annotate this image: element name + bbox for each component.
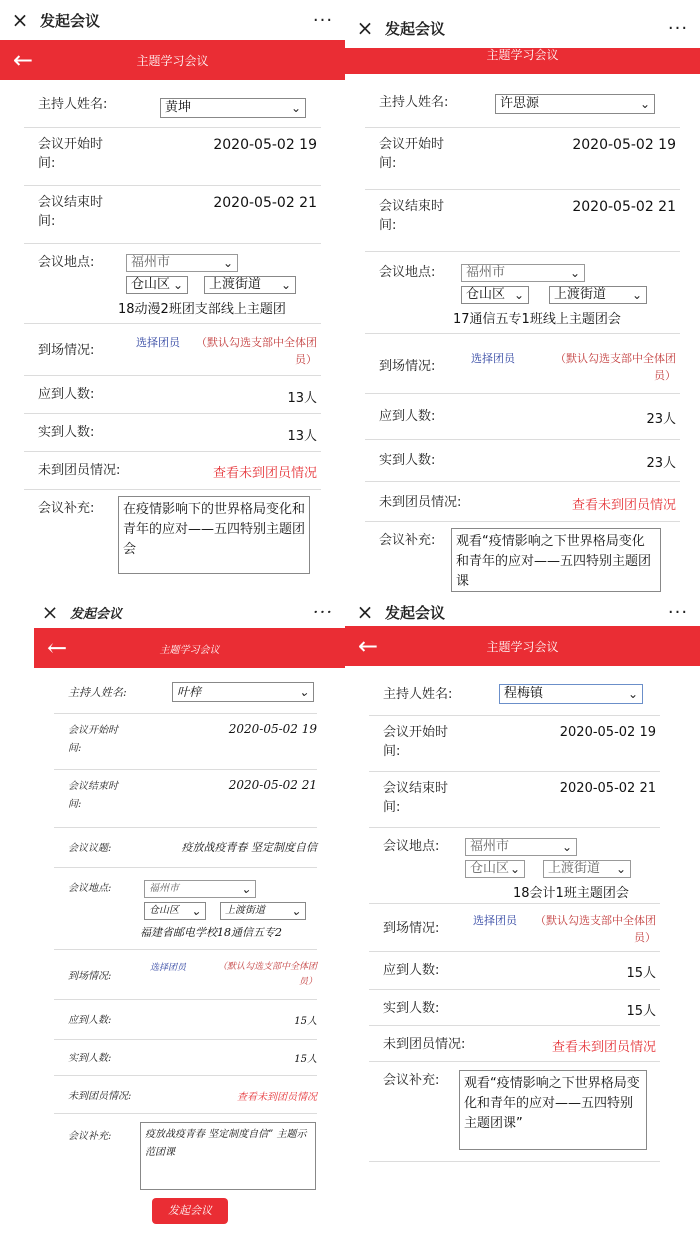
actual-count-value: 15人 xyxy=(626,1004,656,1019)
absent-label: 未到团员情况: xyxy=(379,495,462,510)
location-row xyxy=(365,252,680,334)
default-note xyxy=(218,960,317,990)
supplement-textarea[interactable]: 观看“疫情影响之下世界格局变化和青年的应对——五四特别主题团课 xyxy=(451,528,661,592)
location-input[interactable]: 17通信五专1班线上主题团会 xyxy=(453,312,621,327)
supplement-textarea[interactable]: 疫放战疫青春 坚定制度自信” 主题示范团课 xyxy=(140,1122,316,1190)
chevron-down-icon: ⌄ xyxy=(631,288,642,302)
street-value: 上渡街道 xyxy=(209,277,262,292)
end-time-row xyxy=(369,772,660,828)
default-note xyxy=(196,334,317,368)
close-icon[interactable]: × xyxy=(11,8,29,32)
default-note xyxy=(535,912,656,946)
location-row xyxy=(24,244,321,324)
expected-count-row xyxy=(54,1000,317,1040)
supplement-row xyxy=(54,1114,317,1234)
street-select[interactable] xyxy=(204,276,296,294)
start-time-label: 会议开始时 xyxy=(379,137,445,152)
select-members-link[interactable]: 选择团员 xyxy=(150,963,187,973)
start-time-row xyxy=(54,714,317,770)
city-select[interactable] xyxy=(461,264,585,282)
select-members-link[interactable]: 选择团员 xyxy=(136,336,180,349)
attendance-label: 到场情况: xyxy=(68,971,112,982)
actual-count-row xyxy=(369,990,660,1026)
location-input[interactable]: 18会计1班主题团会 xyxy=(513,886,629,901)
meeting-form xyxy=(365,76,680,602)
back-arrow-icon[interactable]: ← xyxy=(46,634,68,662)
expected-count-row xyxy=(369,952,660,990)
location-row xyxy=(369,828,660,904)
start-time-row xyxy=(24,128,321,186)
view-absent-link[interactable]: 查看未到团员情况 xyxy=(551,1040,656,1055)
supplement-textarea[interactable]: 在疫情影响下的世界格局变化和青年的应对——五四特别主题团会 xyxy=(118,496,310,574)
start-time-row xyxy=(369,716,660,772)
header-title: 主题学习会议 xyxy=(486,48,559,62)
more-icon[interactable]: ··· xyxy=(312,601,334,623)
actual-count-label: 实到人数: xyxy=(38,425,95,440)
default-note-line-2: 员） xyxy=(295,353,317,366)
host-row xyxy=(24,80,321,128)
default-note-line-1: （默认勾选支部中全体团 xyxy=(555,352,676,365)
end-time-value[interactable]: 2020-05-02 21 xyxy=(559,781,656,796)
city-value: 福州市 xyxy=(466,265,506,280)
street-value: 上渡街道 xyxy=(554,287,607,302)
default-note-line-2: 员） xyxy=(634,931,656,944)
supplement-row xyxy=(369,1062,660,1162)
top-bar xyxy=(0,0,345,40)
default-note-line-1: （默认勾选支部中全体团 xyxy=(217,962,317,972)
end-time-value[interactable]: 2020-05-02 21 xyxy=(228,778,317,792)
host-value: 程梅镇 xyxy=(504,686,544,701)
screenshot-panel-3 xyxy=(0,592,345,1217)
absent-label: 未到团员情况: xyxy=(68,1091,132,1102)
actual-count-label: 实到人数: xyxy=(68,1053,112,1064)
host-label: 主持人姓名: xyxy=(38,97,108,112)
absent-row xyxy=(54,1076,317,1114)
chevron-down-icon: ⌄ xyxy=(627,687,638,701)
host-select[interactable] xyxy=(172,682,314,702)
meeting-form xyxy=(54,674,317,1234)
end-time-label: 会议结束时 xyxy=(38,195,104,210)
supplement-label: 会议补充: xyxy=(383,1073,440,1088)
chevron-down-icon: ⌄ xyxy=(569,266,580,280)
city-value: 福州市 xyxy=(131,255,171,270)
city-value: 福州市 xyxy=(470,839,510,854)
supplement-label: 会议补充: xyxy=(68,1131,112,1142)
attendance-row xyxy=(24,324,321,376)
absent-row xyxy=(369,1026,660,1062)
header-bar xyxy=(0,40,345,80)
start-time-label: 会议开始时 xyxy=(383,725,449,740)
expected-count-value: 15人 xyxy=(626,966,656,981)
page-title: 发起会议 xyxy=(40,11,101,30)
host-row xyxy=(54,674,317,714)
end-time-label: 会议结束时 xyxy=(68,781,118,792)
chevron-down-icon: ⌄ xyxy=(172,278,183,292)
topic-value[interactable]: 疫放战疫青春 坚定制度自信 xyxy=(181,841,317,854)
view-absent-link[interactable]: 查看未到团员情况 xyxy=(571,498,676,513)
location-label: 会议地点: xyxy=(379,265,436,280)
end-time-label: 会议结束时 xyxy=(383,781,449,796)
chevron-down-icon: ⌄ xyxy=(509,862,520,876)
expected-count-row xyxy=(24,376,321,414)
more-icon[interactable]: ··· xyxy=(667,601,689,623)
page-title: 发起会议 xyxy=(385,19,446,38)
actual-count-label: 实到人数: xyxy=(379,453,436,468)
back-arrow-icon[interactable]: ← xyxy=(12,46,34,74)
chevron-down-icon: ⌄ xyxy=(240,882,251,896)
district-value: 仓山区 xyxy=(466,287,506,302)
end-time-value[interactable]: 2020-05-02 21 xyxy=(572,199,676,215)
host-value: 许思源 xyxy=(500,96,540,111)
start-time-value[interactable]: 2020-05-02 19 xyxy=(228,722,317,736)
attendance-row xyxy=(54,950,317,1000)
more-icon[interactable]: ··· xyxy=(667,17,689,39)
expected-count-row xyxy=(365,394,680,440)
chevron-down-icon: ⌄ xyxy=(280,278,291,292)
more-icon[interactable]: ··· xyxy=(312,9,334,31)
attendance-row xyxy=(369,904,660,952)
district-select[interactable] xyxy=(126,276,188,294)
supplement-row xyxy=(365,522,680,602)
chevron-down-icon: ⌄ xyxy=(290,904,301,918)
city-value: 福州市 xyxy=(149,883,179,894)
actual-count-value: 15人 xyxy=(294,1054,317,1065)
meeting-form xyxy=(24,80,321,590)
absent-row xyxy=(365,482,680,522)
end-time-label: 会议结束时 xyxy=(379,199,445,214)
topic-label: 会议议题: xyxy=(68,843,112,854)
header-title: 主题学习会议 xyxy=(159,644,220,656)
host-select[interactable] xyxy=(495,94,655,114)
close-icon[interactable]: × xyxy=(356,600,374,624)
absent-label: 未到团员情况: xyxy=(383,1037,466,1052)
street-select[interactable] xyxy=(543,860,631,878)
attendance-label: 到场情况: xyxy=(379,359,436,374)
host-row xyxy=(365,76,680,128)
start-time-label-2: 间: xyxy=(379,156,397,171)
start-time-label: 会议开始时 xyxy=(68,725,118,736)
host-select[interactable] xyxy=(160,98,306,118)
location-input[interactable]: 18动漫2班团支部线上主题团 xyxy=(118,302,286,317)
default-note-line-2: 员） xyxy=(654,369,676,382)
location-label: 会议地点: xyxy=(68,883,112,894)
host-value: 黄坤 xyxy=(165,100,192,115)
district-value: 仓山区 xyxy=(149,905,179,916)
screenshot-panel-4 xyxy=(345,592,700,1200)
absent-label: 未到团员情况: xyxy=(38,463,121,478)
host-select[interactable] xyxy=(499,684,643,704)
actual-count-row xyxy=(54,1040,317,1076)
expected-count-value: 13人 xyxy=(287,391,317,406)
supplement-textarea[interactable]: 观看“疫情影响之下世界格局变化和青年的应对——五四特别主题团课” xyxy=(459,1070,647,1150)
host-label: 主持人姓名: xyxy=(379,95,449,110)
default-note-line-1: （默认勾选支部中全体团 xyxy=(535,914,656,927)
district-select[interactable] xyxy=(144,902,206,920)
start-time-label-2: 间: xyxy=(383,744,401,759)
end-time-label-2: 间: xyxy=(68,799,82,810)
end-time-value[interactable]: 2020-05-02 21 xyxy=(213,195,317,211)
close-icon[interactable]: × xyxy=(356,16,374,40)
chevron-down-icon: ⌄ xyxy=(615,862,626,876)
attendance-row xyxy=(365,334,680,394)
host-label: 主持人姓名: xyxy=(383,687,453,702)
chevron-down-icon: ⌄ xyxy=(222,256,233,270)
screenshot-panel-1 xyxy=(0,0,345,592)
chevron-down-icon: ⌄ xyxy=(298,685,309,699)
topic-row xyxy=(54,828,317,868)
end-time-label-2: 间: xyxy=(383,800,401,815)
select-members-link[interactable]: 选择团员 xyxy=(473,914,517,927)
view-absent-link[interactable]: 查看未到团员情况 xyxy=(212,466,317,481)
screenshot-panel-2 xyxy=(345,0,700,592)
expected-count-value: 15人 xyxy=(294,1016,317,1027)
header-title: 主题学习会议 xyxy=(136,53,209,68)
city-select[interactable] xyxy=(144,880,256,898)
host-value: 叶梓 xyxy=(177,685,202,699)
start-time-value[interactable]: 2020-05-02 19 xyxy=(559,725,656,740)
street-value: 上渡街道 xyxy=(225,905,265,916)
chevron-down-icon: ⌄ xyxy=(290,101,301,115)
actual-count-row xyxy=(365,440,680,482)
meeting-form xyxy=(369,676,660,1162)
end-time-row xyxy=(365,190,680,252)
district-value: 仓山区 xyxy=(131,277,171,292)
end-time-row xyxy=(24,186,321,244)
absent-row xyxy=(24,452,321,490)
street-value: 上渡街道 xyxy=(548,861,601,876)
attendance-label: 到场情况: xyxy=(38,343,95,358)
start-time-row xyxy=(365,128,680,190)
expected-count-label: 应到人数: xyxy=(383,963,440,978)
header-bar xyxy=(345,626,700,666)
header-title: 主题学习会议 xyxy=(486,639,559,654)
header-bar xyxy=(345,48,700,74)
end-time-label-2: 间: xyxy=(379,218,397,233)
default-note-line-2: 员） xyxy=(298,977,317,987)
location-row xyxy=(54,868,317,950)
chevron-down-icon: ⌄ xyxy=(639,97,650,111)
actual-count-value: 13人 xyxy=(287,429,317,444)
actual-count-row xyxy=(24,414,321,452)
end-time-row xyxy=(54,770,317,828)
start-time-label-2: 间: xyxy=(38,156,56,171)
close-icon[interactable]: × xyxy=(41,600,59,624)
top-bar xyxy=(0,592,345,632)
city-select[interactable] xyxy=(465,838,577,856)
expected-count-label: 应到人数: xyxy=(38,387,95,402)
start-time-value[interactable]: 2020-05-02 19 xyxy=(572,137,676,153)
expected-count-label: 应到人数: xyxy=(68,1015,112,1026)
top-bar xyxy=(345,8,700,48)
host-row xyxy=(369,676,660,716)
expected-count-label: 应到人数: xyxy=(379,409,436,424)
view-absent-link[interactable]: 查看未到团员情况 xyxy=(237,1092,317,1103)
select-members-link[interactable]: 选择团员 xyxy=(471,352,515,365)
back-arrow-icon[interactable]: ← xyxy=(357,632,379,660)
start-time-value[interactable]: 2020-05-02 19 xyxy=(213,137,317,153)
location-label: 会议地点: xyxy=(38,255,95,270)
attendance-label: 到场情况: xyxy=(383,921,440,936)
supplement-label: 会议补充: xyxy=(379,533,436,548)
header-bar xyxy=(34,628,345,668)
host-label: 主持人姓名: xyxy=(68,686,127,699)
actual-count-label: 实到人数: xyxy=(383,1001,440,1016)
actual-count-value: 23人 xyxy=(646,456,676,471)
page-title: 发起会议 xyxy=(70,606,123,622)
street-select[interactable] xyxy=(549,286,647,304)
chevron-down-icon: ⌄ xyxy=(561,840,572,854)
district-select[interactable] xyxy=(461,286,529,304)
start-time-label-2: 间: xyxy=(68,743,82,754)
district-select[interactable] xyxy=(465,860,525,878)
default-note-line-1: （默认勾选支部中全体团 xyxy=(196,336,317,349)
end-time-label-2: 间: xyxy=(38,214,56,229)
chevron-down-icon: ⌄ xyxy=(513,288,524,302)
start-time-label: 会议开始时 xyxy=(38,137,104,152)
district-value: 仓山区 xyxy=(470,861,510,876)
page-title: 发起会议 xyxy=(385,603,446,622)
location-label: 会议地点: xyxy=(383,839,440,854)
location-input[interactable]: 福建省邮电学校18通信五专2 xyxy=(140,926,282,939)
submit-meeting-button[interactable]: 发起会议 xyxy=(152,1198,228,1224)
default-note xyxy=(555,350,676,384)
street-select[interactable] xyxy=(220,902,306,920)
expected-count-value: 23人 xyxy=(646,412,676,427)
supplement-row xyxy=(24,490,321,590)
city-select[interactable] xyxy=(126,254,238,272)
chevron-down-icon: ⌄ xyxy=(190,904,201,918)
supplement-label: 会议补充: xyxy=(38,501,95,516)
